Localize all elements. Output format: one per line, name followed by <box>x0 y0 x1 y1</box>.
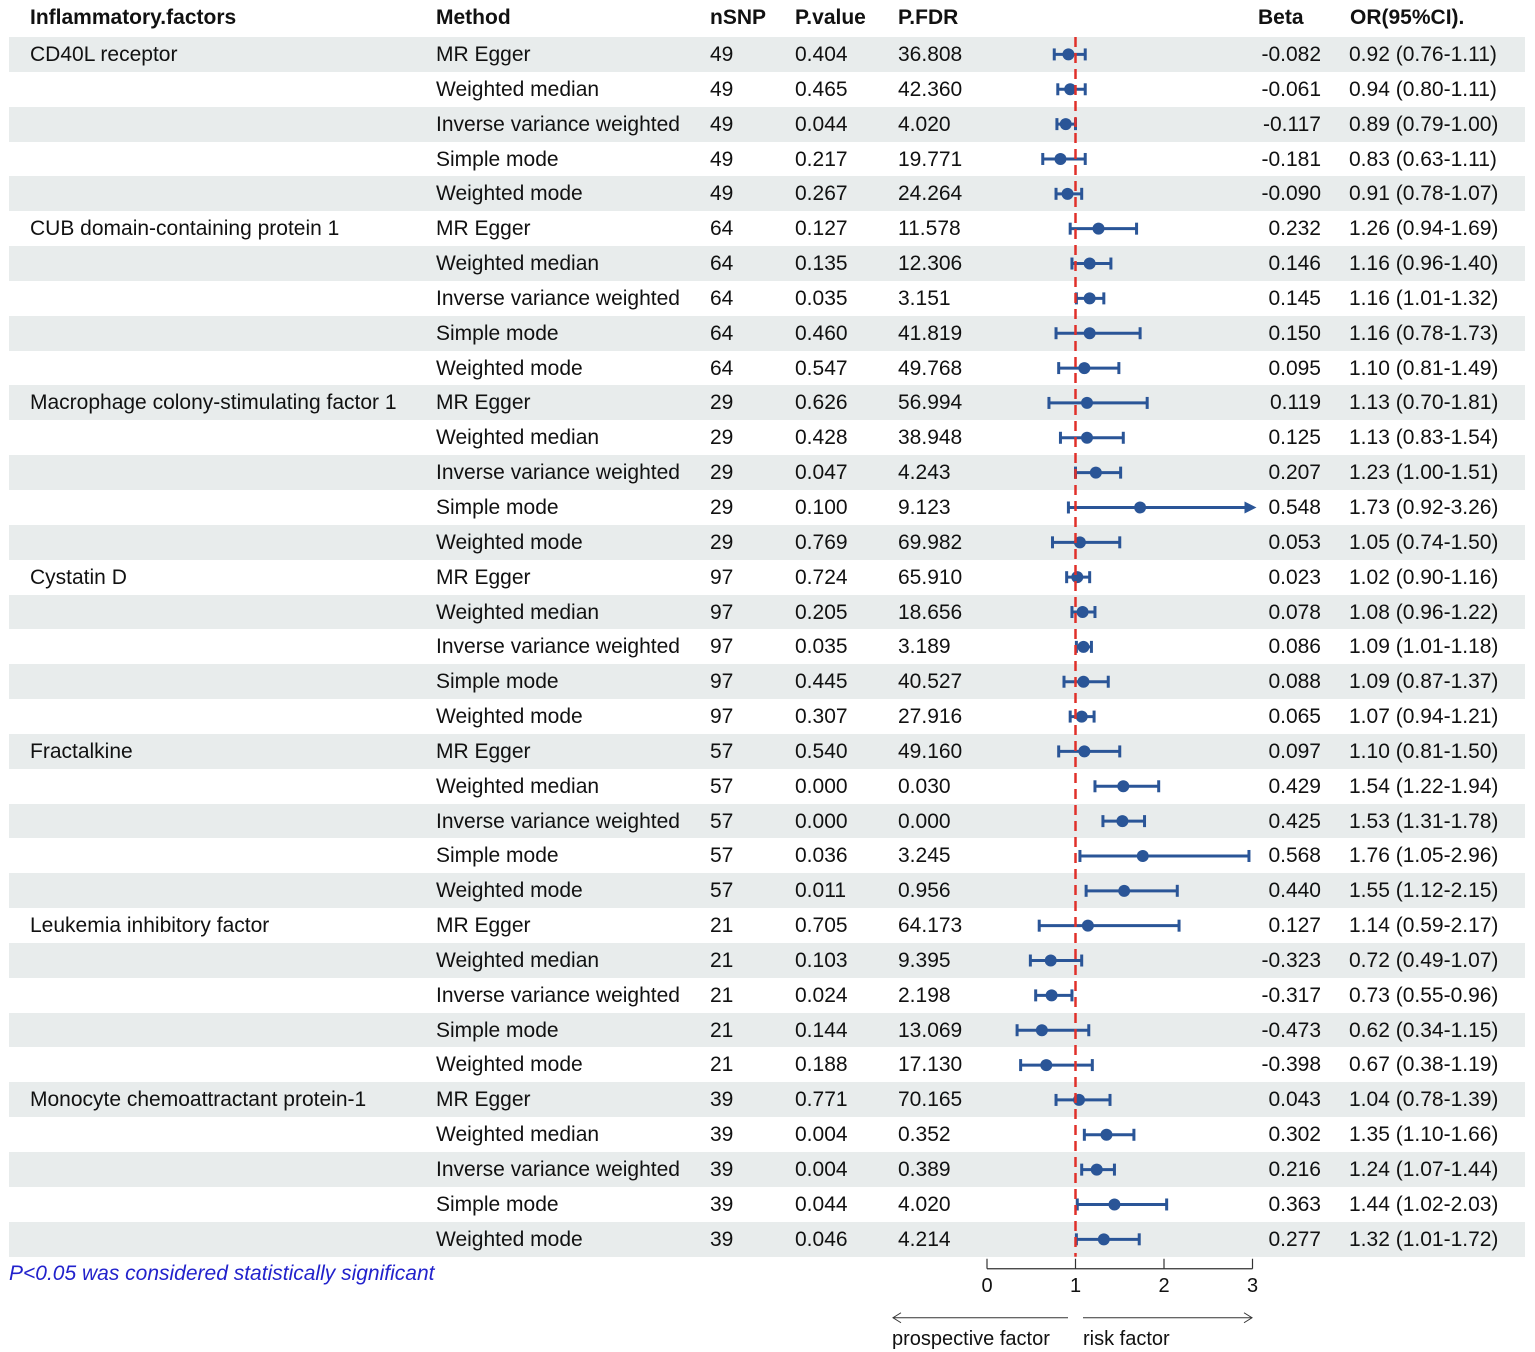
or-ci-cell: 1.08 (0.96-1.22) <box>1349 600 1499 624</box>
nsnp-cell: 57 <box>710 879 734 903</box>
pfdr-cell: 3.189 <box>898 635 951 659</box>
table-row <box>9 1013 1525 1048</box>
factor-name: Fractalkine <box>30 739 133 763</box>
beta-cell: 0.150 <box>1268 321 1321 345</box>
x-tick-label: 0 <box>981 1274 993 1297</box>
header-or: OR(95%CI). <box>1350 6 1465 29</box>
method-cell: MR Egger <box>436 43 531 66</box>
table-row <box>9 1082 1525 1117</box>
nsnp-cell: 57 <box>710 844 734 868</box>
nsnp-cell: 49 <box>710 182 734 206</box>
pvalue-cell: 0.035 <box>795 635 848 659</box>
method-cell: MR Egger <box>436 565 531 589</box>
method-cell: Inverse variance weighted <box>436 635 680 659</box>
beta-cell: -0.117 <box>1263 112 1321 136</box>
nsnp-cell: 57 <box>710 774 734 798</box>
pvalue-cell: 0.428 <box>795 426 848 450</box>
or-ci-cell: 1.10 (0.81-1.50) <box>1349 739 1499 763</box>
nsnp-cell: 64 <box>710 286 734 310</box>
header-factor: Inflammatory.factors <box>30 6 237 29</box>
nsnp-cell: 21 <box>710 1018 734 1042</box>
beta-cell: 0.568 <box>1268 844 1321 868</box>
or-ci-cell: 1.44 (1.02-2.03) <box>1349 1192 1499 1216</box>
method-cell: Inverse variance weighted <box>436 809 680 833</box>
nsnp-cell: 39 <box>710 1123 734 1147</box>
method-cell: Inverse variance weighted <box>436 112 680 136</box>
pfdr-cell: 18.656 <box>898 600 963 624</box>
or-ci-cell: 0.89 (0.79-1.00) <box>1349 112 1499 136</box>
table-row <box>9 873 1525 908</box>
pvalue-cell: 0.404 <box>795 43 848 66</box>
pfdr-cell: 11.578 <box>898 217 961 241</box>
table-row <box>9 72 1525 107</box>
or-ci-cell: 1.76 (1.05-2.96) <box>1349 844 1499 868</box>
table-row <box>9 37 1525 72</box>
method-cell: Simple mode <box>436 670 559 694</box>
or-ci-cell: 0.73 (0.55-0.96) <box>1349 983 1499 1007</box>
table-row <box>9 664 1525 699</box>
or-ci-cell: 1.54 (1.22-1.94) <box>1349 774 1499 798</box>
or-ci-cell: 1.02 (0.90-1.16) <box>1349 565 1499 589</box>
right-arrow-head <box>1244 1313 1252 1323</box>
beta-cell: -0.323 <box>1261 948 1321 972</box>
or-ci-cell: 1.09 (1.01-1.18) <box>1349 635 1499 659</box>
method-cell: Weighted mode <box>436 356 583 380</box>
method-cell: Simple mode <box>436 1192 559 1216</box>
nsnp-cell: 21 <box>710 1053 734 1077</box>
table-row <box>9 1187 1525 1222</box>
beta-cell: 0.086 <box>1268 635 1321 659</box>
pvalue-cell: 0.460 <box>795 321 848 345</box>
nsnp-cell: 49 <box>710 147 734 171</box>
method-cell: Weighted mode <box>436 705 583 729</box>
table-row <box>9 107 1525 142</box>
nsnp-cell: 97 <box>710 670 734 694</box>
beta-cell: 0.095 <box>1268 356 1321 380</box>
beta-cell: -0.181 <box>1261 147 1321 171</box>
pvalue-cell: 0.000 <box>795 774 848 798</box>
header-nsnp: nSNP <box>710 6 767 29</box>
table-row <box>9 1152 1525 1187</box>
header-method: Method <box>436 6 511 29</box>
pfdr-cell: 56.994 <box>898 391 963 415</box>
factor-name: Macrophage colony-stimulating factor 1 <box>30 391 397 415</box>
table-row <box>9 734 1525 769</box>
pvalue-cell: 0.205 <box>795 600 848 624</box>
factor-name: Cystatin D <box>30 565 127 589</box>
footnote: P<0.05 was considered statistically significant <box>9 1262 435 1285</box>
beta-cell: -0.061 <box>1261 77 1321 101</box>
pfdr-cell: 3.151 <box>898 286 951 310</box>
or-ci-cell: 0.67 (0.38-1.19) <box>1349 1053 1499 1077</box>
table-row <box>9 316 1525 351</box>
header-pvalue: P.value <box>795 6 866 29</box>
factor-name: CUB domain-containing protein 1 <box>30 217 340 241</box>
pvalue-cell: 0.004 <box>795 1123 848 1147</box>
beta-cell: 0.097 <box>1268 739 1321 763</box>
nsnp-cell: 97 <box>710 705 734 729</box>
table-row <box>9 1222 1525 1257</box>
table-row <box>9 142 1525 177</box>
beta-cell: 0.216 <box>1268 1158 1321 1181</box>
method-cell: Inverse variance weighted <box>436 983 680 1007</box>
pfdr-cell: 49.160 <box>898 739 963 763</box>
table-row <box>9 769 1525 804</box>
method-cell: Weighted mode <box>436 1053 583 1077</box>
nsnp-cell: 39 <box>710 1227 734 1251</box>
pfdr-cell: 64.173 <box>898 914 963 938</box>
or-ci-cell: 0.94 (0.80-1.11) <box>1349 77 1497 101</box>
pfdr-cell: 13.069 <box>898 1018 963 1042</box>
method-cell: Weighted median <box>436 252 600 276</box>
pfdr-cell: 3.245 <box>898 844 951 868</box>
nsnp-cell: 64 <box>710 217 734 241</box>
beta-cell: 0.065 <box>1268 705 1321 729</box>
method-cell: Inverse variance weighted <box>436 286 680 310</box>
pvalue-cell: 0.036 <box>795 844 848 868</box>
pvalue-cell: 0.217 <box>795 147 848 171</box>
or-ci-cell: 0.92 (0.76-1.11) <box>1349 43 1497 66</box>
method-cell: MR Egger <box>436 217 531 241</box>
or-ci-cell: 1.35 (1.10-1.66) <box>1349 1123 1499 1147</box>
beta-cell: -0.082 <box>1261 43 1321 66</box>
beta-cell: 0.548 <box>1268 495 1321 519</box>
method-cell: Simple mode <box>436 844 559 868</box>
beta-cell: 0.125 <box>1268 426 1321 450</box>
nsnp-cell: 64 <box>710 321 734 345</box>
table-row <box>9 525 1525 560</box>
header-pfdr: P.FDR <box>898 6 959 29</box>
nsnp-cell: 39 <box>710 1158 734 1181</box>
pvalue-cell: 0.771 <box>795 1088 848 1112</box>
beta-cell: 0.145 <box>1268 286 1321 310</box>
beta-cell: 0.078 <box>1268 600 1321 624</box>
table-row <box>9 176 1525 211</box>
pfdr-cell: 4.243 <box>898 461 951 485</box>
nsnp-cell: 57 <box>710 809 734 833</box>
direction-label-right: risk factor <box>1083 1327 1170 1350</box>
method-cell: MR Egger <box>436 1088 531 1112</box>
beta-cell: 0.232 <box>1268 217 1321 241</box>
method-cell: Weighted median <box>436 774 600 798</box>
pfdr-cell: 27.916 <box>898 705 963 729</box>
pfdr-cell: 42.360 <box>898 77 963 101</box>
pvalue-cell: 0.267 <box>795 182 848 206</box>
pvalue-cell: 0.626 <box>795 391 848 415</box>
nsnp-cell: 29 <box>710 461 734 485</box>
pfdr-cell: 9.123 <box>898 495 951 519</box>
table-row <box>9 246 1525 281</box>
pfdr-cell: 36.808 <box>898 43 963 66</box>
method-cell: Simple mode <box>436 147 559 171</box>
pvalue-cell: 0.307 <box>795 705 848 729</box>
factor-name: Monocyte chemoattractant protein-1 <box>30 1088 367 1112</box>
pfdr-cell: 0.030 <box>898 774 951 798</box>
pfdr-cell: 0.000 <box>898 809 951 833</box>
table-row <box>9 838 1525 873</box>
or-ci-cell: 1.07 (0.94-1.21) <box>1349 705 1499 729</box>
or-ci-cell: 0.72 (0.49-1.07) <box>1349 948 1499 972</box>
pvalue-cell: 0.044 <box>795 1192 848 1216</box>
pfdr-cell: 41.819 <box>898 321 963 345</box>
or-ci-cell: 1.55 (1.12-2.15) <box>1349 879 1499 903</box>
nsnp-cell: 29 <box>710 426 734 450</box>
pvalue-cell: 0.144 <box>795 1018 848 1042</box>
table-row <box>9 804 1525 839</box>
or-ci-cell: 1.53 (1.31-1.78) <box>1349 809 1499 833</box>
beta-cell: -0.090 <box>1261 182 1321 206</box>
nsnp-cell: 97 <box>710 600 734 624</box>
pfdr-cell: 4.020 <box>898 1192 951 1216</box>
table-row <box>9 699 1525 734</box>
pvalue-cell: 0.103 <box>795 948 848 972</box>
method-cell: Weighted median <box>436 948 600 972</box>
method-cell: MR Egger <box>436 739 531 763</box>
method-cell: MR Egger <box>436 391 531 415</box>
method-cell: Weighted median <box>436 426 600 450</box>
pvalue-cell: 0.769 <box>795 530 848 554</box>
x-tick-label: 2 <box>1158 1274 1170 1297</box>
nsnp-cell: 97 <box>710 565 734 589</box>
or-ci-cell: 0.83 (0.63-1.11) <box>1349 147 1497 171</box>
nsnp-cell: 49 <box>710 77 734 101</box>
pfdr-cell: 49.768 <box>898 356 963 380</box>
pvalue-cell: 0.127 <box>795 217 848 241</box>
factor-name: CD40L receptor <box>30 43 178 66</box>
pvalue-cell: 0.044 <box>795 112 848 136</box>
x-tick-label: 1 <box>1069 1274 1082 1297</box>
or-ci-cell: 0.62 (0.34-1.15) <box>1349 1018 1499 1042</box>
nsnp-cell: 29 <box>710 391 734 415</box>
table-row <box>9 351 1525 386</box>
forest-table <box>9 37 1525 1257</box>
table-row <box>9 978 1525 1013</box>
beta-cell: -0.398 <box>1261 1053 1321 1077</box>
method-cell: Weighted median <box>436 600 600 624</box>
pfdr-cell: 24.264 <box>898 182 963 206</box>
pfdr-cell: 9.395 <box>898 948 951 972</box>
or-ci-cell: 1.13 (0.83-1.54) <box>1349 426 1499 450</box>
pvalue-cell: 0.100 <box>795 495 848 519</box>
beta-cell: 0.043 <box>1268 1088 1321 1112</box>
method-cell: Weighted mode <box>436 182 583 206</box>
nsnp-cell: 64 <box>710 356 734 380</box>
beta-cell: 0.207 <box>1268 461 1321 485</box>
nsnp-cell: 57 <box>710 739 734 763</box>
header-beta: Beta <box>1258 6 1304 29</box>
method-cell: MR Egger <box>436 914 531 938</box>
table-row <box>9 908 1525 943</box>
or-ci-cell: 1.16 (1.01-1.32) <box>1349 286 1499 310</box>
beta-cell: -0.473 <box>1261 1018 1321 1042</box>
pvalue-cell: 0.011 <box>795 879 846 903</box>
table-row <box>9 490 1525 525</box>
beta-cell: 0.146 <box>1268 252 1321 276</box>
nsnp-cell: 49 <box>710 43 734 66</box>
table-row <box>9 211 1525 246</box>
nsnp-cell: 49 <box>710 112 734 136</box>
method-cell: Weighted mode <box>436 1227 583 1251</box>
method-cell: Inverse variance weighted <box>436 1158 680 1181</box>
pvalue-cell: 0.024 <box>795 983 848 1007</box>
pfdr-cell: 19.771 <box>898 147 963 171</box>
method-cell: Weighted mode <box>436 530 583 554</box>
method-cell: Simple mode <box>436 1018 559 1042</box>
table-row <box>9 420 1525 455</box>
method-cell: Weighted median <box>436 77 600 101</box>
pvalue-cell: 0.000 <box>795 809 848 833</box>
table-row <box>9 281 1525 316</box>
table-row <box>9 1047 1525 1082</box>
table-row <box>9 560 1525 595</box>
beta-cell: 0.119 <box>1270 391 1321 415</box>
table-row <box>9 1117 1525 1152</box>
left-arrow-head <box>893 1313 901 1323</box>
nsnp-cell: 21 <box>710 914 734 938</box>
or-ci-cell: 1.14 (0.59-2.17) <box>1349 914 1499 938</box>
or-ci-cell: 1.73 (0.92-3.26) <box>1349 495 1499 519</box>
nsnp-cell: 64 <box>710 252 734 276</box>
method-cell: Simple mode <box>436 321 559 345</box>
beta-cell: 0.429 <box>1268 774 1321 798</box>
pfdr-cell: 17.130 <box>898 1053 963 1077</box>
pfdr-cell: 4.214 <box>898 1227 951 1251</box>
pvalue-cell: 0.135 <box>795 252 848 276</box>
or-ci-cell: 1.05 (0.74-1.50) <box>1349 530 1499 554</box>
or-ci-cell: 1.16 (0.78-1.73) <box>1349 321 1499 345</box>
table-row <box>9 455 1525 490</box>
factor-name: Leukemia inhibitory factor <box>30 914 270 938</box>
pfdr-cell: 38.948 <box>898 426 963 450</box>
nsnp-cell: 39 <box>710 1088 734 1112</box>
or-ci-cell: 1.32 (1.01-1.72) <box>1349 1227 1499 1251</box>
table-row <box>9 629 1525 664</box>
beta-cell: -0.317 <box>1261 983 1321 1007</box>
beta-cell: 0.127 <box>1268 914 1321 938</box>
pfdr-cell: 65.910 <box>898 565 963 589</box>
direction-label-left: prospective factor <box>892 1327 1050 1350</box>
nsnp-cell: 39 <box>710 1192 734 1216</box>
table-row <box>9 595 1525 630</box>
or-ci-cell: 1.04 (0.78-1.39) <box>1349 1088 1499 1112</box>
or-ci-cell: 1.23 (1.00-1.51) <box>1349 461 1499 485</box>
or-ci-cell: 1.10 (0.81-1.49) <box>1349 356 1499 380</box>
beta-cell: 0.277 <box>1268 1227 1321 1251</box>
method-cell: Weighted mode <box>436 879 583 903</box>
pvalue-cell: 0.547 <box>795 356 848 380</box>
pvalue-cell: 0.705 <box>795 914 848 938</box>
pvalue-cell: 0.004 <box>795 1158 848 1181</box>
or-ci-cell: 1.16 (0.96-1.40) <box>1349 252 1499 276</box>
pvalue-cell: 0.540 <box>795 739 848 763</box>
pfdr-cell: 4.020 <box>898 112 951 136</box>
nsnp-cell: 21 <box>710 948 734 972</box>
beta-cell: 0.302 <box>1268 1123 1321 1147</box>
pvalue-cell: 0.724 <box>795 565 848 589</box>
pvalue-cell: 0.046 <box>795 1227 848 1251</box>
beta-cell: 0.425 <box>1268 809 1321 833</box>
method-cell: Weighted median <box>436 1123 600 1147</box>
pfdr-cell: 69.982 <box>898 530 963 554</box>
pvalue-cell: 0.445 <box>795 670 848 694</box>
pvalue-cell: 0.188 <box>795 1053 848 1077</box>
beta-cell: 0.053 <box>1268 530 1321 554</box>
or-ci-cell: 1.13 (0.70-1.81) <box>1349 391 1499 415</box>
table-row <box>9 385 1525 420</box>
pvalue-cell: 0.047 <box>795 461 848 485</box>
beta-cell: 0.363 <box>1268 1192 1321 1216</box>
nsnp-cell: 29 <box>710 495 734 519</box>
or-ci-cell: 1.26 (0.94-1.69) <box>1349 217 1499 241</box>
table-row <box>9 943 1525 978</box>
nsnp-cell: 29 <box>710 530 734 554</box>
nsnp-cell: 97 <box>710 635 734 659</box>
beta-cell: 0.088 <box>1268 670 1321 694</box>
pvalue-cell: 0.465 <box>795 77 848 101</box>
beta-cell: 0.440 <box>1268 879 1321 903</box>
pvalue-cell: 0.035 <box>795 286 848 310</box>
pfdr-cell: 12.306 <box>898 252 963 276</box>
or-ci-cell: 1.09 (0.87-1.37) <box>1349 670 1499 694</box>
or-ci-cell: 0.91 (0.78-1.07) <box>1349 182 1499 206</box>
beta-cell: 0.023 <box>1268 565 1321 589</box>
or-ci-cell: 1.24 (1.07-1.44) <box>1349 1158 1499 1181</box>
pfdr-cell: 40.527 <box>898 670 963 694</box>
pfdr-cell: 2.198 <box>898 983 951 1007</box>
nsnp-cell: 21 <box>710 983 734 1007</box>
pfdr-cell: 0.956 <box>898 879 951 903</box>
pfdr-cell: 70.165 <box>898 1088 963 1112</box>
pfdr-cell: 0.389 <box>898 1158 951 1181</box>
method-cell: Inverse variance weighted <box>436 461 680 485</box>
x-tick-label: 3 <box>1246 1274 1259 1297</box>
method-cell: Simple mode <box>436 495 559 519</box>
pfdr-cell: 0.352 <box>898 1123 951 1147</box>
